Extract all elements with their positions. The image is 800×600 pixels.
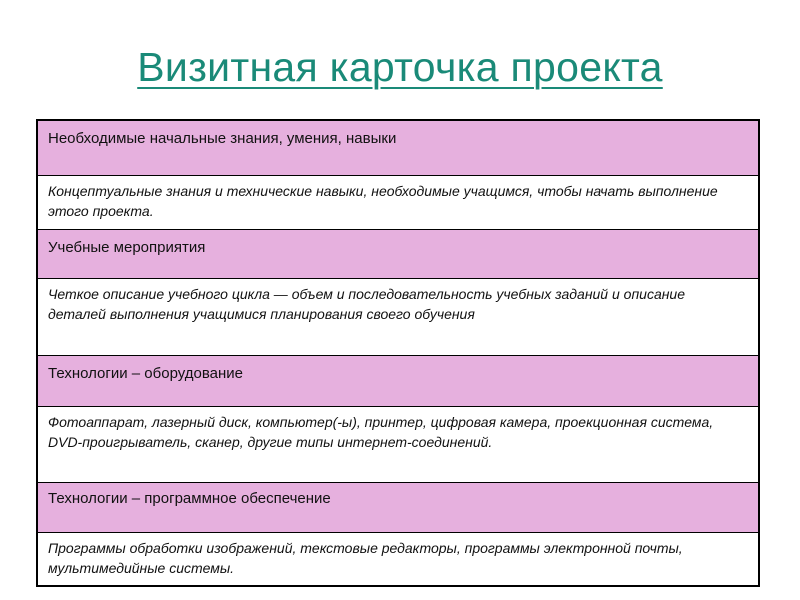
prerequisites-description: Концептуальные знания и технические навыки, необходимые учащимся, чтобы начать выполнение этого проекта. [38, 176, 758, 230]
slide-title: Визитная карточка проекта [137, 44, 663, 90]
project-card-table [36, 119, 760, 587]
software-description: Программы обработки изображений, текстовые редакторы, программы электронной почты, мультимедийные системы. [38, 533, 758, 585]
hardware-heading: Технологии – оборудование [38, 356, 758, 407]
software-heading: Технологии – программное обеспечение [38, 483, 758, 533]
prerequisites-heading: Необходимые начальные знания, умения, навыки [38, 121, 758, 176]
hardware-description: Фотоаппарат, лазерный диск, компьютер(-ы), принтер, цифровая камера, проекционная система, DVD-проигрыватель, сканер, другие типы интернет-соединений. [38, 407, 758, 483]
learning-activities-heading: Учебные мероприятия [38, 230, 758, 279]
learning-activities-description: Четкое описание учебного цикла — объем и последовательность учебных заданий и описание деталей выполнения учащимися планирования своего обучения [38, 279, 758, 356]
